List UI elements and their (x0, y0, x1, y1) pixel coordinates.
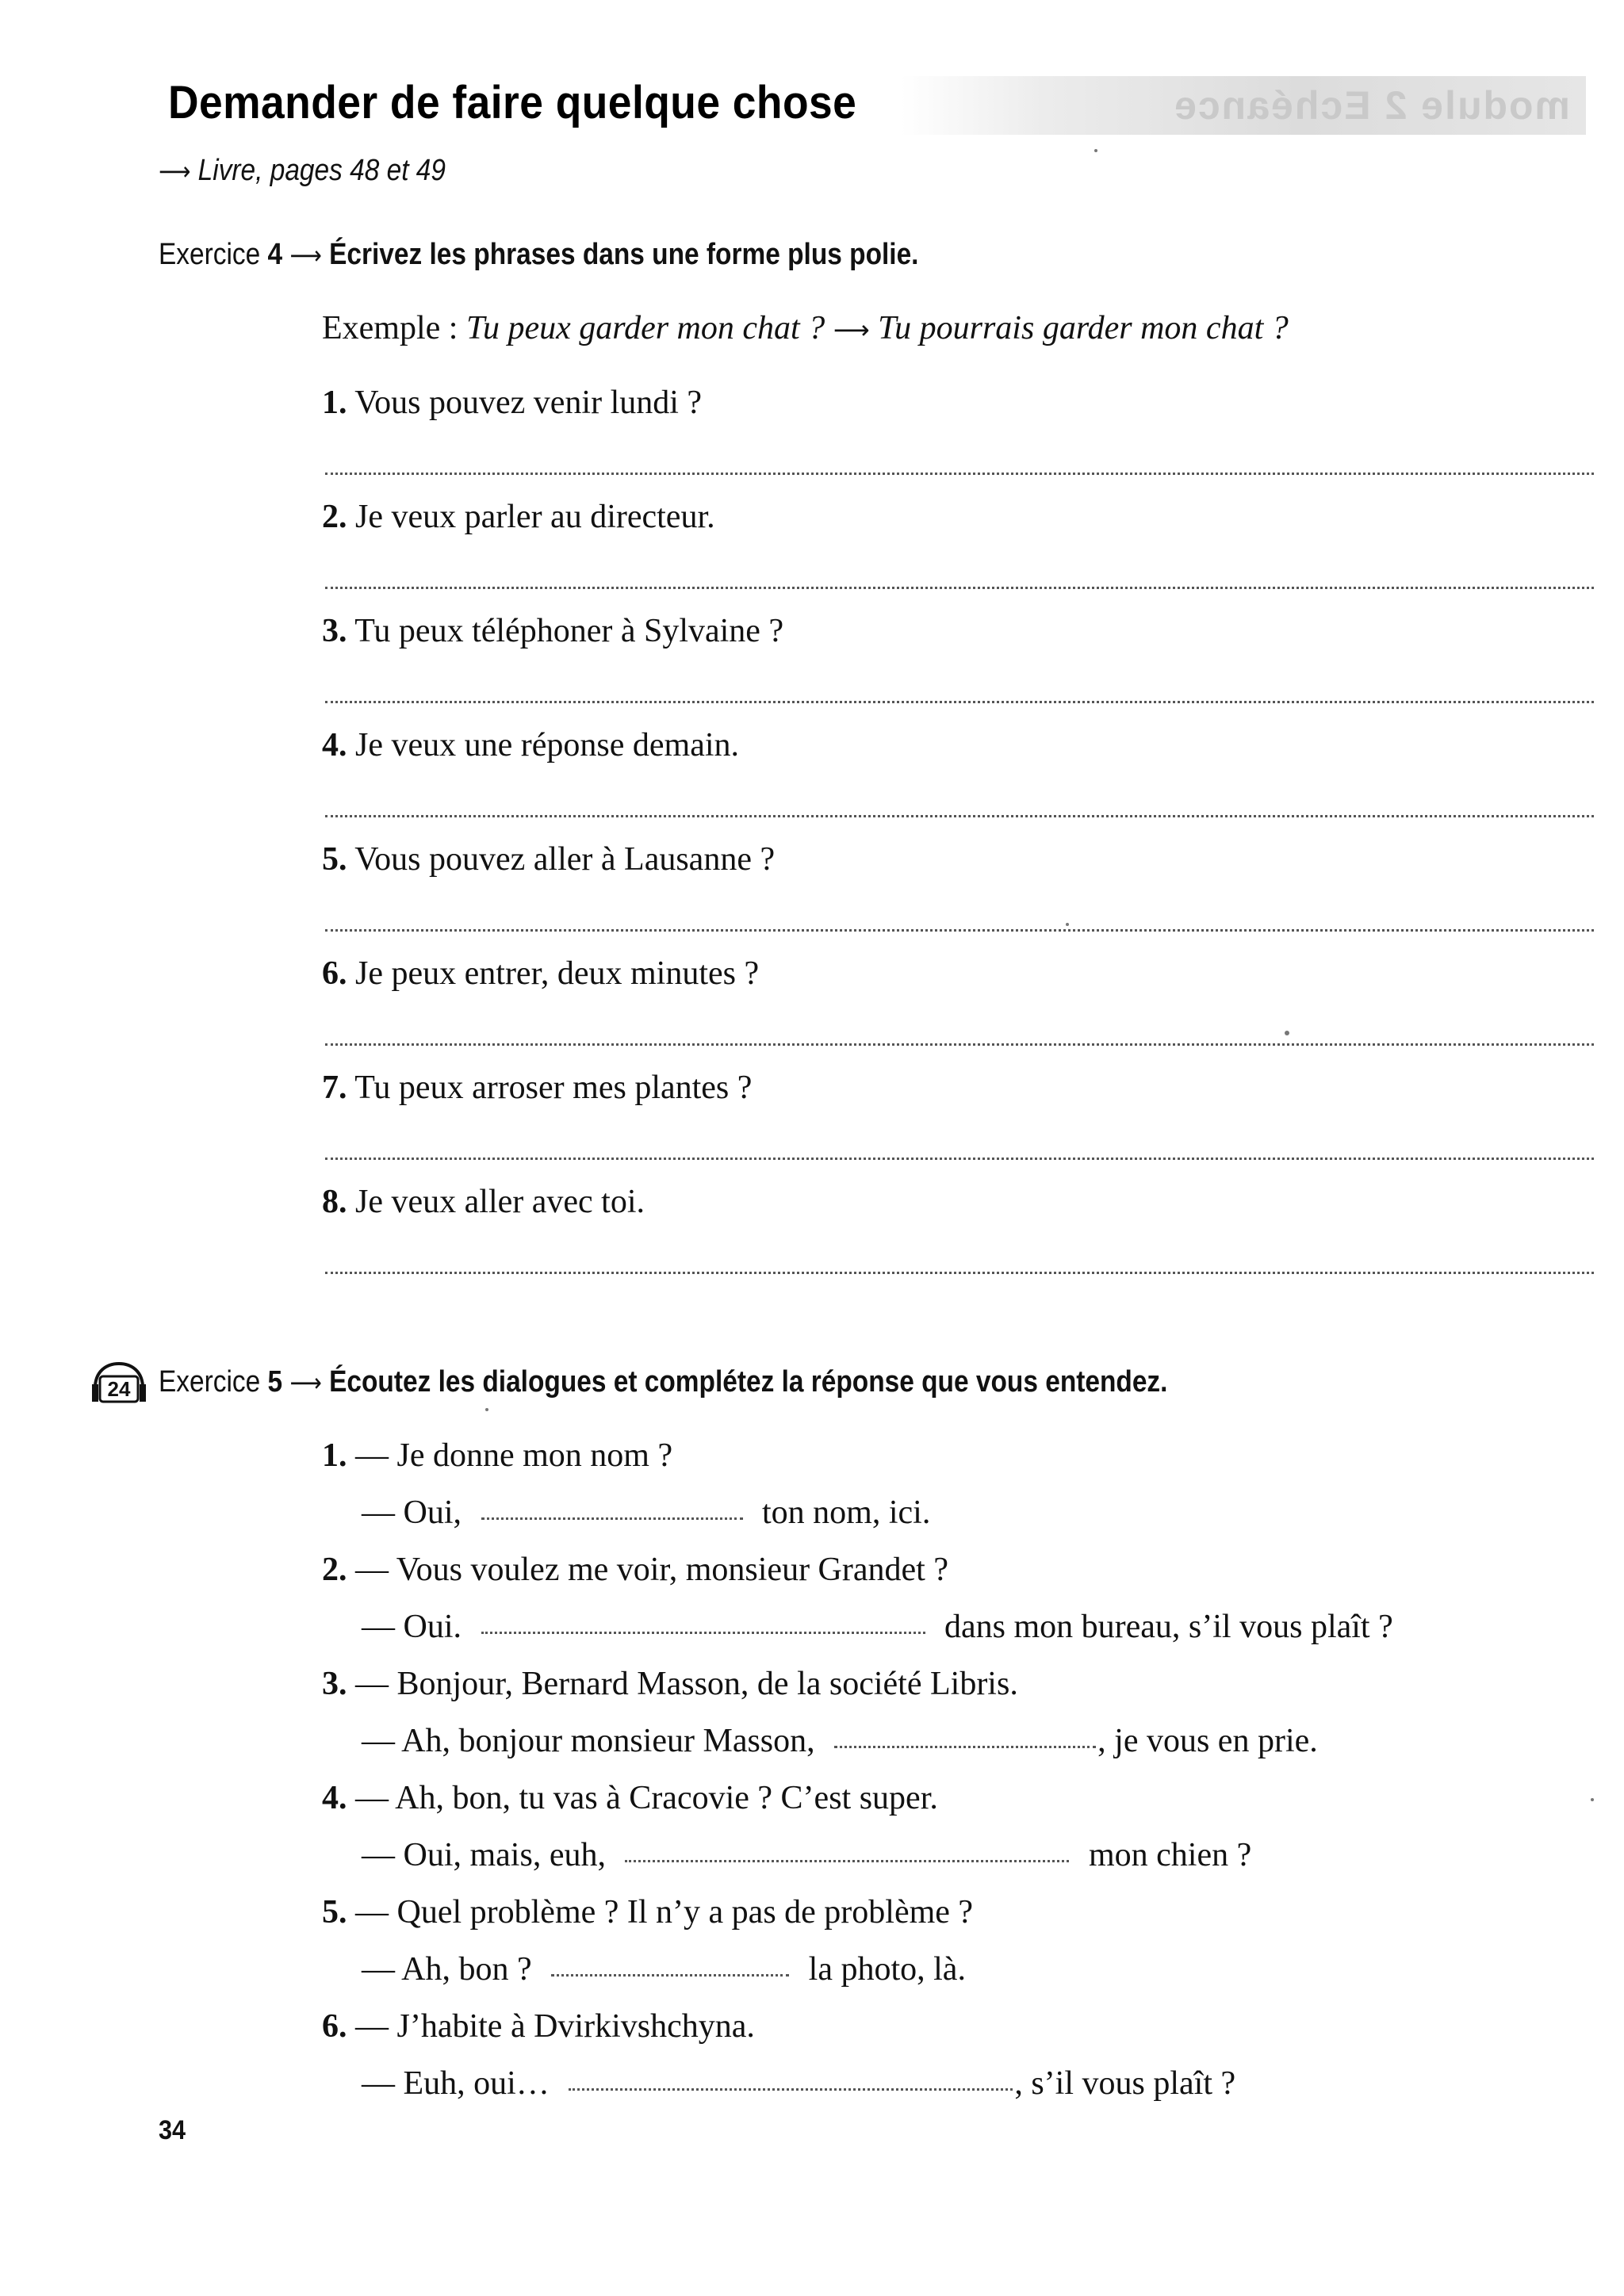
dialogue-prompt: — Quel problème ? Il n’y a pas de problème ? (355, 1894, 974, 1931)
answer-line[interactable] (325, 473, 1594, 475)
dialogue-prompt: — J’habite à Dvirkivshchyna. (355, 2008, 755, 2045)
fill-in-blank[interactable] (569, 2088, 1013, 2091)
example-label: Exemple : (322, 310, 458, 346)
fill-in-blank[interactable] (834, 1746, 1096, 1748)
item-number: 4. (322, 1780, 347, 1816)
exercise-4-item (322, 498, 715, 536)
item-number: 6. (322, 2008, 347, 2045)
example-answer: Tu pourrais garder mon chat ? (878, 310, 1289, 346)
exercise-4-item (322, 955, 759, 993)
book-reference (159, 154, 446, 188)
fill-in-blank[interactable] (625, 1860, 1069, 1862)
fill-in-blank[interactable] (481, 1517, 743, 1520)
item-text: Je veux aller avec toi. (355, 1184, 645, 1220)
item-text: Tu peux arroser mes plantes ? (354, 1070, 753, 1106)
item-number: 5. (322, 1894, 347, 1931)
header-show-through: module 2 Echéance (1173, 83, 1570, 128)
exercise-4-item (322, 384, 702, 422)
dialogue-prompt: — Je donne mon nom ? (355, 1437, 673, 1474)
item-text: Je veux une réponse demain. (355, 727, 740, 763)
reply-start: — Ah, bonjour monsieur Masson, (362, 1723, 815, 1759)
answer-line[interactable] (325, 1272, 1594, 1274)
arrow-right-icon: ⟶ (289, 240, 322, 270)
dialogue-line (322, 1665, 1018, 1703)
example-question: Tu peux garder mon chat ? (465, 310, 825, 346)
reply-start: — Ah, bon ? (362, 1951, 532, 1988)
example-line (322, 309, 1289, 347)
item-text: Vous pouvez venir lundi ? (354, 385, 703, 421)
fill-in-blank[interactable] (551, 1974, 789, 1976)
reply-end: , s’il vous plaît ? (1014, 2065, 1236, 2102)
dialogue-line (322, 1779, 938, 1817)
exercise-label: Exercice (159, 1365, 261, 1399)
fill-in-blank[interactable] (481, 1632, 925, 1634)
reply-start: — Euh, oui… (362, 2065, 550, 2102)
dialogue-reply (362, 2064, 1235, 2103)
answer-line[interactable] (325, 587, 1594, 589)
dialogue-reply (362, 1722, 1318, 1760)
answer-line[interactable] (325, 1043, 1594, 1046)
exercise-instruction: Écrivez les phrases dans une forme plus polie. (329, 238, 919, 271)
reply-start: — Oui. (362, 1609, 462, 1645)
exercise-number: 4 (267, 238, 283, 271)
reply-end: mon chien ? (1088, 1837, 1252, 1873)
dialogue-reply (362, 1836, 1251, 1874)
item-text: Tu peux téléphoner à Sylvaine ? (354, 613, 784, 649)
item-number: 7. (322, 1070, 347, 1106)
reply-end: ton nom, ici. (762, 1494, 931, 1531)
dialogue-prompt: — Bonjour, Bernard Masson, de la société Libris. (355, 1666, 1018, 1702)
item-text: Vous pouvez aller à Lausanne ? (354, 841, 776, 878)
item-number: 1. (322, 1437, 347, 1474)
exercise-4-item (322, 1183, 645, 1221)
item-text: Je veux parler au directeur. (355, 499, 715, 535)
dialogue-reply (362, 1494, 930, 1532)
item-number: 8. (322, 1184, 347, 1220)
page-title: Demander de faire quelque chose (168, 77, 857, 128)
scan-speck (485, 1408, 488, 1411)
audio-track-number: 24 (107, 1377, 131, 1401)
scan-speck (1094, 149, 1097, 152)
item-number: 5. (322, 841, 347, 878)
scan-speck (1591, 1798, 1594, 1801)
page-number: 34 (159, 2115, 186, 2145)
exercise-4-item (322, 612, 783, 650)
dialogue-line (322, 1551, 948, 1589)
answer-line[interactable] (325, 929, 1594, 932)
item-number: 4. (322, 727, 347, 763)
exercise-4-heading (159, 238, 918, 272)
item-number: 1. (322, 385, 347, 421)
exercise-label: Exercice (159, 238, 261, 271)
reply-start: — Oui, mais, euh, (362, 1837, 606, 1873)
exercise-4-item (322, 840, 775, 878)
arrow-right-icon: ⟶ (289, 1368, 322, 1398)
item-text: Je peux entrer, deux minutes ? (355, 955, 760, 992)
audio-track-icon[interactable] (89, 1360, 149, 1403)
exercise-5-heading (159, 1365, 1167, 1399)
dialogue-reply (362, 1608, 1393, 1646)
scan-speck (1066, 923, 1069, 926)
scan-speck (1285, 1031, 1289, 1035)
dialogue-reply (362, 1950, 966, 1988)
dialogue-line (322, 1893, 973, 1931)
reply-end: , je vous en prie. (1097, 1723, 1318, 1759)
exercise-number: 5 (267, 1365, 283, 1399)
dialogue-line (322, 1437, 672, 1475)
arrow-right-icon: ⟶ (159, 156, 191, 186)
arrow-right-icon: ⟶ (833, 315, 870, 345)
reply-end: la photo, là. (808, 1951, 966, 1988)
dialogue-line (322, 2007, 755, 2045)
exercise-4-item (322, 726, 739, 764)
item-number: 6. (322, 955, 347, 992)
exercise-4-item (322, 1069, 752, 1107)
reply-start: — Oui, (362, 1494, 462, 1531)
item-number: 2. (322, 1552, 347, 1588)
reply-end: dans mon bureau, s’il vous plaît ? (944, 1609, 1393, 1645)
item-number: 3. (322, 613, 347, 649)
answer-line[interactable] (325, 815, 1594, 817)
dialogue-prompt: — Ah, bon, tu vas à Cracovie ? C’est super. (355, 1780, 938, 1816)
dialogue-prompt: — Vous voulez me voir, monsieur Grandet ? (355, 1552, 948, 1588)
item-number: 3. (322, 1666, 347, 1702)
answer-line[interactable] (325, 1158, 1594, 1160)
exercise-instruction: Écoutez les dialogues et complétez la réponse que vous entendez. (329, 1365, 1168, 1399)
answer-line[interactable] (325, 701, 1594, 703)
item-number: 2. (322, 499, 347, 535)
book-reference-text: Livre, pages 48 et 49 (197, 154, 446, 187)
